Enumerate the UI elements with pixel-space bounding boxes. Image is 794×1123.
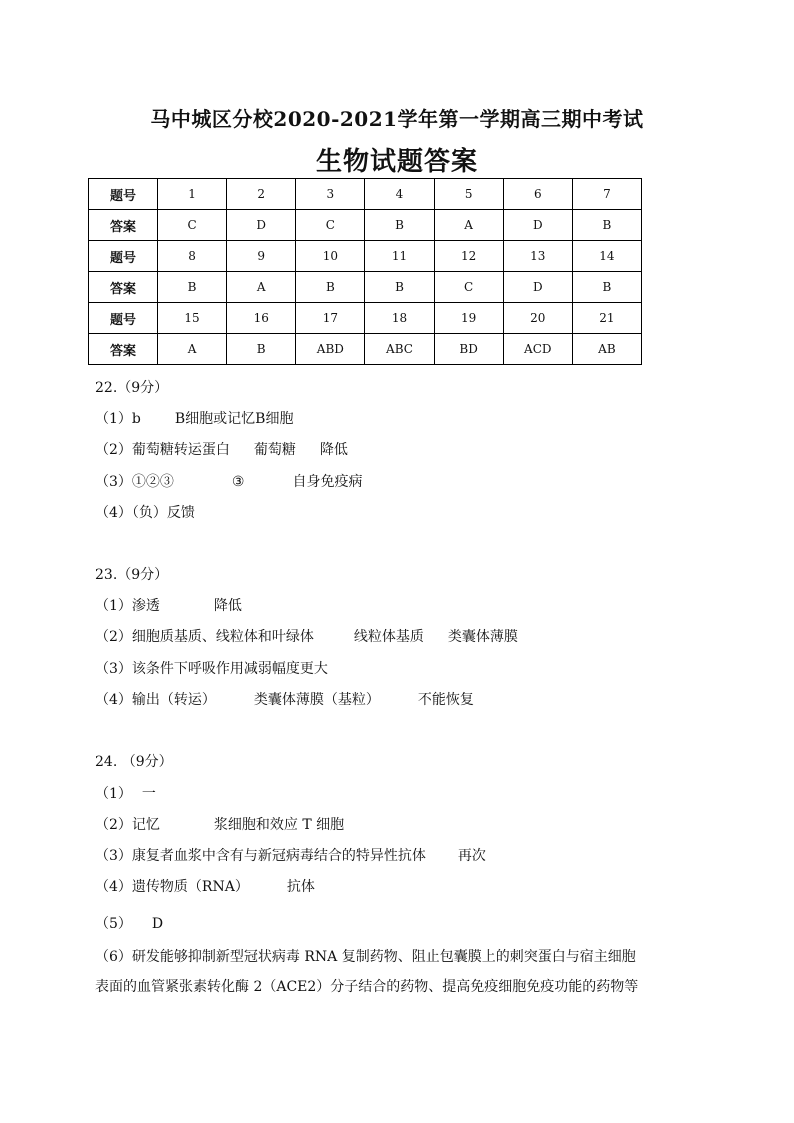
- table-cell: B: [365, 210, 434, 241]
- answer-text: 类囊体薄膜: [447, 629, 518, 645]
- table-cell: ACD: [503, 334, 572, 365]
- table-cell: 11: [365, 241, 434, 272]
- answer-text: （负）反馈: [131, 505, 195, 521]
- answer-text: 渗透: [131, 598, 160, 614]
- answer-text: b: [131, 411, 141, 427]
- answer-text: 输出（转运）: [131, 692, 216, 708]
- q24-line-2: [95, 814, 344, 834]
- table-cell: 17: [296, 303, 365, 334]
- answer-text: 表面的血管紧张素转化酶 2（ACE2）分子结合的药物、提高免疫细胞免疫功能的药物等: [95, 979, 639, 995]
- table-cell: 9: [227, 241, 296, 272]
- table-cell: 6: [503, 179, 572, 210]
- table-cell: 3: [296, 179, 365, 210]
- q24-line-3: [95, 845, 486, 865]
- q22-line-3: [95, 471, 362, 491]
- answer-text: 记忆: [131, 817, 160, 833]
- table-cell: 20: [503, 303, 572, 334]
- answer-text: 再次: [457, 848, 486, 864]
- table-row: [89, 272, 642, 303]
- row-label: 题号: [89, 303, 158, 334]
- line-number: （4）: [95, 505, 132, 521]
- table-cell: B: [572, 272, 641, 303]
- table-cell: 13: [503, 241, 572, 272]
- line-number: （1）: [95, 786, 132, 802]
- table-cell: 2: [227, 179, 296, 210]
- table-cell: B: [158, 272, 227, 303]
- table-row: [89, 210, 642, 241]
- q23-heading: 23.（9分）: [95, 567, 169, 583]
- table-cell: D: [503, 272, 572, 303]
- table-cell: B: [572, 210, 641, 241]
- answer-text: 类囊体薄膜（基粒）: [253, 692, 380, 708]
- q24-heading: 24. （9分）: [95, 754, 173, 770]
- table-cell: A: [227, 272, 296, 303]
- q24-line-1: [95, 783, 156, 803]
- answer-text: 该条件下呼吸作用减弱幅度更大: [131, 661, 328, 677]
- answer-text: 康复者血浆中含有与新冠病毒结合的特异性抗体: [131, 848, 426, 864]
- answer-text: 细胞质基质、线粒体和叶绿体: [131, 629, 314, 645]
- answer-table: [88, 178, 642, 365]
- row-label: 题号: [89, 179, 158, 210]
- answer-text: 线粒体基质: [353, 629, 424, 645]
- table-cell: 18: [365, 303, 434, 334]
- line-number: （3）: [95, 848, 132, 864]
- table-cell: 16: [227, 303, 296, 334]
- line-number: （3）: [95, 474, 132, 490]
- table-cell: A: [158, 334, 227, 365]
- line-number: （2）: [95, 442, 132, 458]
- table-cell: 1: [158, 179, 227, 210]
- table-cell: D: [503, 210, 572, 241]
- table-cell: 5: [434, 179, 503, 210]
- table-cell: 21: [572, 303, 641, 334]
- answer-text: 抗体: [286, 879, 315, 895]
- table-cell: AB: [572, 334, 641, 365]
- table-cell: 7: [572, 179, 641, 210]
- table-cell: 19: [434, 303, 503, 334]
- table-cell: ABD: [296, 334, 365, 365]
- table-cell: B: [365, 272, 434, 303]
- q23-line-1: [95, 595, 242, 615]
- line-number: （2）: [95, 817, 132, 833]
- answer-text: 降低: [213, 598, 242, 614]
- q22-line-4: [95, 502, 195, 522]
- q22-heading: 22.（9分）: [95, 380, 169, 396]
- line-number: （1）: [95, 598, 132, 614]
- q23-line-3: [95, 658, 328, 678]
- table-cell: BD: [434, 334, 503, 365]
- table-row: [89, 303, 642, 334]
- answer-text: 自身免疫病: [292, 474, 363, 490]
- table-cell: 14: [572, 241, 641, 272]
- table-cell: 4: [365, 179, 434, 210]
- table-cell: A: [434, 210, 503, 241]
- table-cell: 12: [434, 241, 503, 272]
- answer-text: 葡萄糖转运蛋白: [131, 442, 230, 458]
- table-cell: C: [296, 210, 365, 241]
- table-cell: 8: [158, 241, 227, 272]
- answer-text: 遗传物质（RNA）: [131, 879, 249, 895]
- q23-line-2: [95, 626, 518, 646]
- q24-line-5: [95, 913, 163, 933]
- q22-line-2: [95, 439, 348, 459]
- table-cell: B: [296, 272, 365, 303]
- table-row: [89, 241, 642, 272]
- answer-text: 一: [141, 786, 156, 802]
- answer-text: （6）研发能够抑制新型冠状病毒 RNA 复制药物、阻止包囊膜上的刺突蛋白与宿主细胞: [95, 949, 636, 965]
- q24-line-4: [95, 876, 315, 896]
- line-number: （4）: [95, 879, 132, 895]
- table-row: [89, 334, 642, 365]
- answer-text: 葡萄糖: [253, 442, 296, 458]
- answer-text: ①②③: [131, 474, 174, 490]
- answer-text: ③: [231, 474, 245, 490]
- q22-line-1: [95, 408, 293, 428]
- answer-text: B细胞或记忆B细胞: [174, 411, 294, 427]
- line-number: （4）: [95, 692, 132, 708]
- line-number: （2）: [95, 629, 132, 645]
- q23-line-4: [95, 689, 474, 709]
- line-number: （3）: [95, 661, 132, 677]
- table-cell: D: [227, 210, 296, 241]
- answer-subtitle: 生物试题答案: [315, 147, 478, 177]
- answer-text: 不能恢复: [417, 692, 474, 708]
- line-number: （1）: [95, 411, 132, 427]
- table-cell: C: [158, 210, 227, 241]
- answer-text: 降低: [319, 442, 348, 458]
- table-cell: C: [434, 272, 503, 303]
- table-cell: 10: [296, 241, 365, 272]
- q24-line-6: [95, 942, 715, 1002]
- exam-title: 马中城区分校2020-2021学年第一学期高三期中考试: [150, 107, 644, 131]
- table-row: [89, 179, 642, 210]
- answer-text: D: [151, 916, 164, 932]
- table-cell: ABC: [365, 334, 434, 365]
- table-cell: 15: [158, 303, 227, 334]
- line-number: （5）: [95, 916, 132, 932]
- row-label: 答案: [89, 334, 158, 365]
- table-cell: B: [227, 334, 296, 365]
- answer-text: 浆细胞和效应 T 细胞: [213, 817, 345, 833]
- row-label: 答案: [89, 272, 158, 303]
- row-label: 题号: [89, 241, 158, 272]
- row-label: 答案: [89, 210, 158, 241]
